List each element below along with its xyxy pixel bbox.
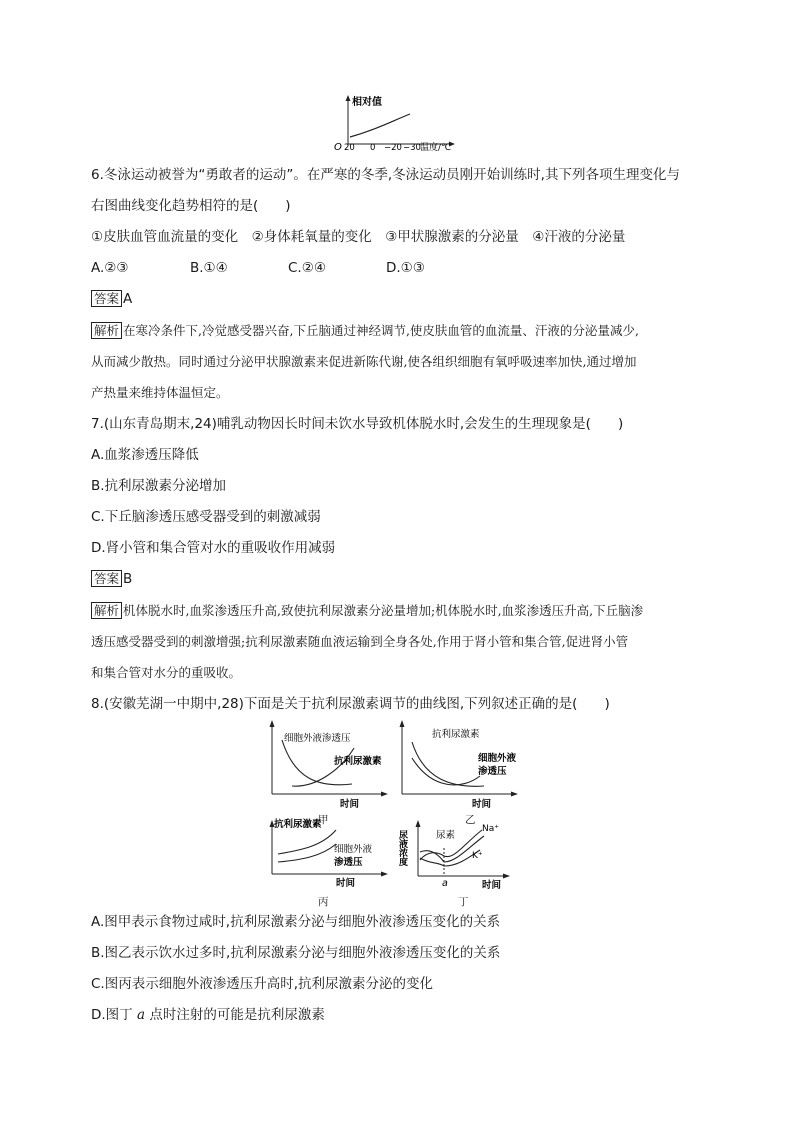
svg-text:抗利尿激素: 抗利尿激素 [334, 756, 382, 767]
q6-analysis-line1: 解析 在寒冷条件下,冷觉感受器兴奋,下丘脑通过神经调节,使皮肤血管的血流量、汗液的分泌量减少, [91, 322, 639, 340]
yi-curve-adh [412, 742, 484, 786]
svg-text:渗透压: 渗透压 [478, 766, 507, 777]
q7-analysis-line3: 和集合管对水分的重吸收。 [91, 665, 242, 680]
q8-option-a: A.图甲表示食物过咸时,抗利尿激素分泌与细胞外液渗透压变化的关系 [91, 914, 501, 930]
q6-option-b: B.①④ [190, 260, 228, 276]
answer-label: 答案 [91, 570, 122, 587]
svg-text:K⁺: K⁺ [472, 851, 483, 861]
analysis-label: 解析 [91, 602, 122, 619]
analysis-label: 解析 [91, 322, 122, 339]
graph-yi [392, 718, 522, 810]
svg-text:细胞外液: 细胞外液 [478, 753, 517, 764]
q6-stem-line1: 6.冬泳运动被誉为“勇敢者的运动”。在严寒的冬季,冬泳运动员刚开始训练时,其下列各项生理变化与 [91, 167, 680, 183]
q7-option-d: D.肾小管和集合管对水的重吸收作用减弱 [91, 540, 336, 556]
q8-option-b: B.图乙表示饮水过多时,抗利尿激素分泌与细胞外液渗透压变化的关系 [91, 945, 501, 961]
q7-stem: 7.(山东青岛期末,24)哺乳动物因长时间未饮水导致机体脱水时,会发生的生理现象是( ) [91, 416, 624, 432]
q6-option-c: C.②④ [288, 260, 326, 276]
svg-text:时间: 时间 [336, 878, 356, 889]
svg-text:时间: 时间 [340, 799, 360, 810]
q8-option-c: C.图丙表示细胞外液渗透压升高时,抗利尿激素分泌的变化 [91, 976, 434, 992]
x-tick-0: 0 [370, 143, 376, 153]
x-axis-label: 温度/℃ [420, 143, 452, 153]
graph-ding [397, 818, 514, 892]
y-axis-label: 相对值 [352, 97, 382, 108]
q7-answer-value: B [123, 571, 133, 587]
q7-analysis-line1: 解析 机体脱水时,血浆渗透压升高,致使抗利尿激素分泌量增加;机体脱水时,血浆渗透压升高,下丘脑渗 [91, 602, 643, 620]
svg-text:尿液浓度: 尿液浓度 [397, 830, 407, 866]
svg-text:Na⁺: Na⁺ [482, 824, 499, 834]
q8-option-d: D.图丁 a 点时注射的可能是抗利尿激素 [91, 1007, 325, 1023]
caption-bing: 丙 [318, 896, 329, 908]
svg-text:抗利尿激素: 抗利尿激素 [274, 819, 322, 830]
q6-analysis-line2: 从而减少散热。同时通过分泌甲状腺激素来促进新陈代谢,使各组织细胞有氧呼吸速率加快,通过增加 [91, 354, 637, 369]
q7-option-c: C.下丘脑渗透压感受器受到的刺激减弱 [91, 509, 321, 525]
caption-jia: 甲 [318, 814, 329, 826]
trend-curve [350, 114, 410, 137]
answer-label: 答案 [91, 290, 122, 307]
q7-option-b: B.抗利尿激素分泌增加 [91, 478, 227, 494]
svg-text:抗利尿激素: 抗利尿激素 [432, 729, 480, 740]
q7-analysis-line2: 透压感受器受到的刺激增强;抗利尿激素随血液运输到全身各处,作用于肾小管和集合管,促进肾小管 [91, 634, 629, 649]
q6-answer [91, 290, 132, 308]
svg-text:渗透压: 渗透压 [334, 857, 363, 868]
temperature-chart [330, 92, 460, 152]
q7-option-a: A.血浆渗透压降低 [91, 447, 199, 463]
q6-items: ①皮肤血管血流量的变化 ②身体耗氧量的变化 ③甲状腺激素的分泌量 ④汗液的分泌量 [91, 229, 626, 245]
svg-text:时间: 时间 [482, 880, 502, 891]
graph-jia [262, 718, 392, 810]
x-tick-neg30: −30 [403, 143, 421, 153]
q6-option-a: A.②③ [91, 260, 129, 276]
jia-curve-adh [292, 748, 354, 786]
q7-answer [91, 570, 132, 588]
svg-text:细胞外液: 细胞外液 [334, 844, 373, 855]
q6-option-d: D.①③ [386, 260, 425, 276]
graph-bing [262, 818, 392, 890]
x-tick-neg20: −20 [384, 143, 402, 153]
caption-yi: 乙 [465, 814, 476, 826]
ding-curve-k [420, 850, 480, 866]
x-tick-20: 20 [344, 143, 355, 153]
caption-ding: 丁 [458, 896, 469, 908]
q8-stem: 8.(安徽芜湖一中期中,28)下面是关于抗利尿激素调节的曲线图,下列叙述正确的是( ) [91, 696, 610, 712]
q6-analysis-line3: 产热量来维持体温恒定。 [91, 385, 229, 400]
q6-answer-value: A [123, 291, 133, 307]
svg-text:时间: 时间 [472, 799, 492, 810]
q6-stem-line2: 右图曲线变化趋势相符的是( ) [91, 198, 291, 214]
svg-text:a: a [442, 878, 448, 889]
origin-label: O [334, 142, 342, 153]
svg-text:细胞外液渗透压: 细胞外液渗透压 [284, 733, 351, 744]
svg-text:尿素: 尿素 [436, 830, 456, 841]
